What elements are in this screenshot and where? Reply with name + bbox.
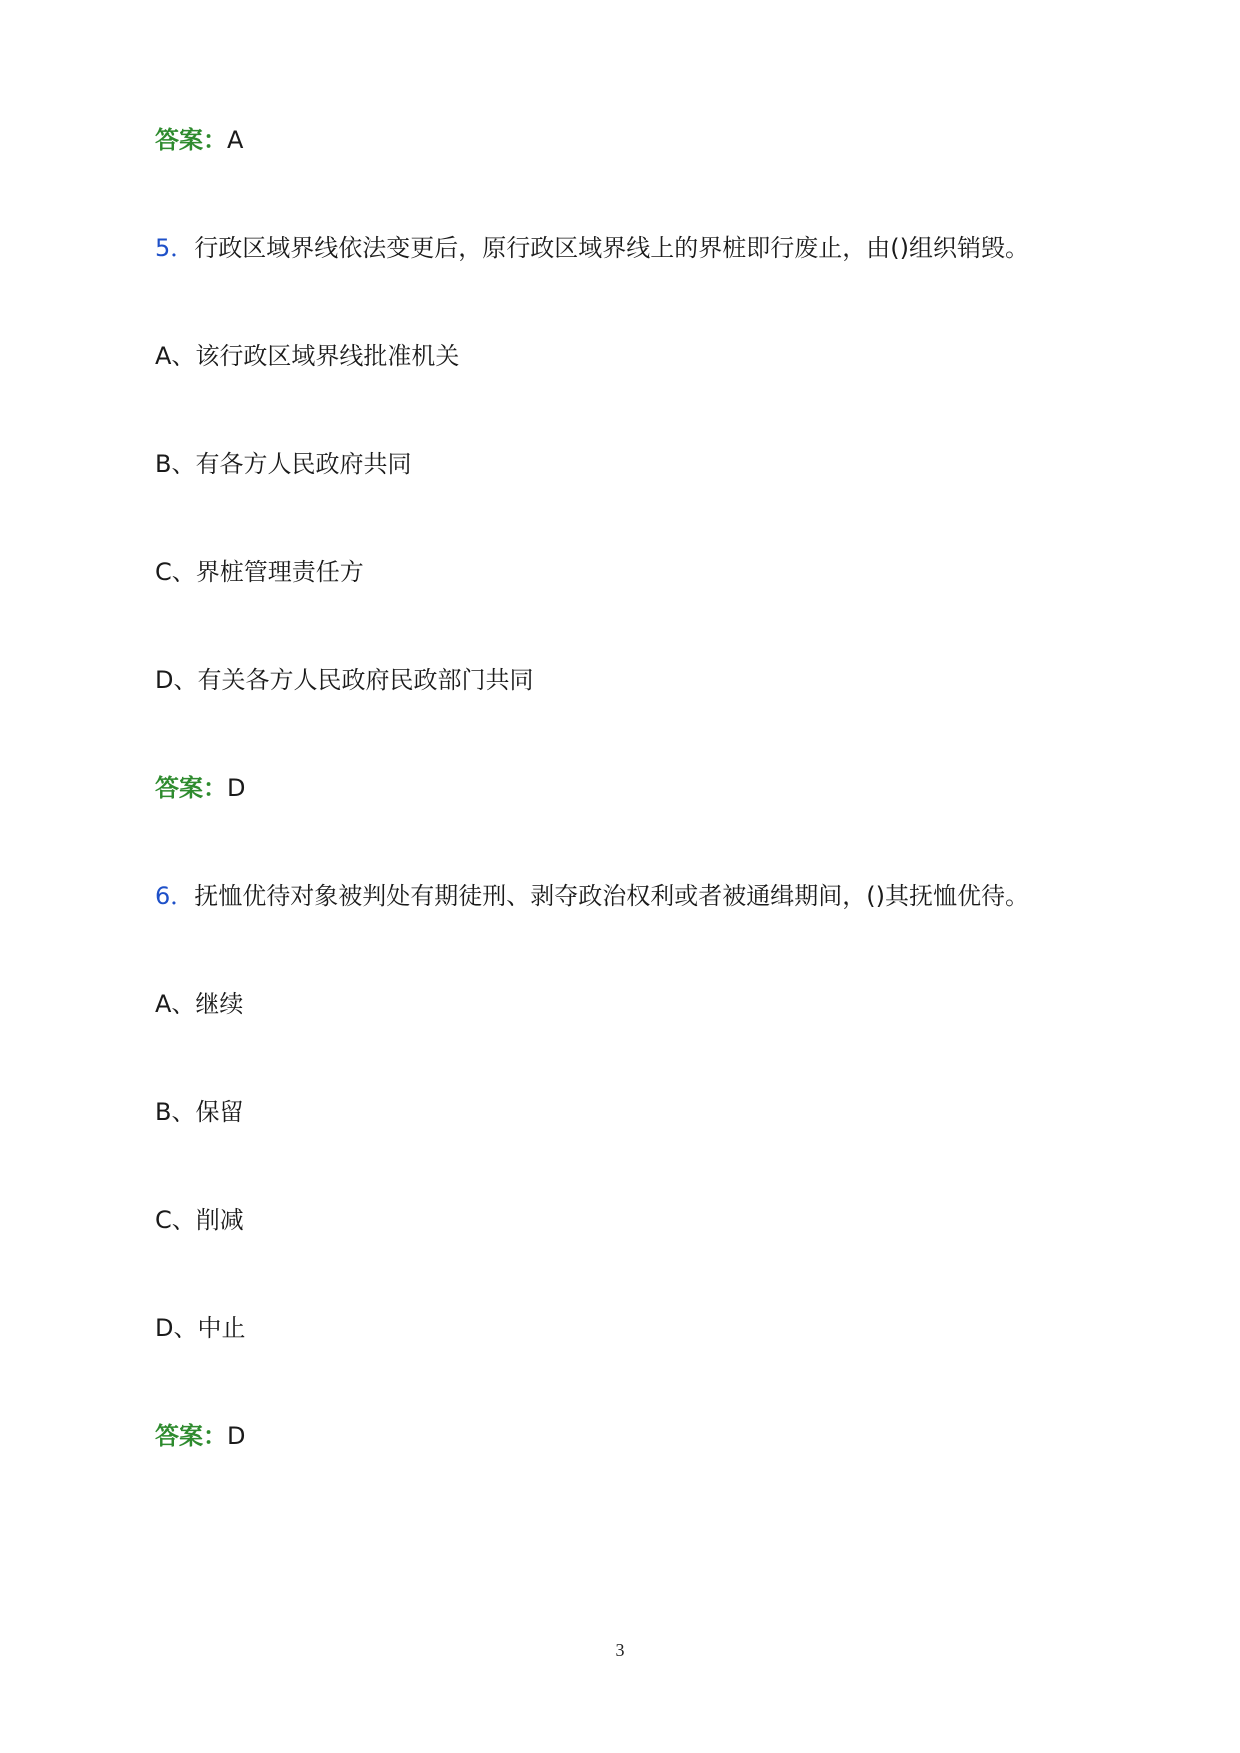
answer-colon: ：	[203, 1422, 227, 1450]
question-6-option-a: A、继续	[155, 990, 244, 1018]
answer-colon: ：	[203, 126, 227, 154]
question-5-option-d: D、有关各方人民政府民政部门共同	[155, 666, 534, 694]
question-number-dot: ．	[170, 234, 195, 262]
answer-line	[155, 124, 243, 156]
question-6-option-b: B、保留	[155, 1098, 244, 1126]
question-6	[155, 880, 1029, 912]
answer-line	[155, 772, 245, 804]
answer-label: 答案	[155, 1422, 203, 1450]
question-5	[155, 232, 1029, 264]
page-number: 3	[615, 1640, 625, 1660]
answer-line	[155, 1420, 245, 1452]
question-number: 5	[155, 234, 171, 262]
question-5-option-b: B、有各方人民政府共同	[155, 450, 412, 478]
question-number: 6	[155, 882, 171, 910]
answer-colon: ：	[203, 774, 227, 802]
question-text: 行政区域界线依法变更后，原行政区域界线上的界桩即行废止，由()组织销毁。	[194, 234, 1030, 262]
answer-value: D	[227, 1422, 246, 1450]
question-text: 抚恤优待对象被判处有期徒刑、剥夺政治权利或者被通缉期间，()其抚恤优待。	[194, 882, 1030, 910]
question-6-option-c: C、削减	[155, 1206, 244, 1234]
question-6-option-d: D、中止	[155, 1314, 246, 1342]
question-5-option-a: A、该行政区域界线批准机关	[155, 342, 460, 370]
question-number-dot: ．	[170, 882, 195, 910]
answer-label: 答案	[155, 774, 203, 802]
answer-value: D	[227, 774, 246, 802]
question-5-option-c: C、界桩管理责任方	[155, 558, 364, 586]
answer-label: 答案	[155, 126, 203, 154]
answer-value: A	[227, 126, 244, 154]
